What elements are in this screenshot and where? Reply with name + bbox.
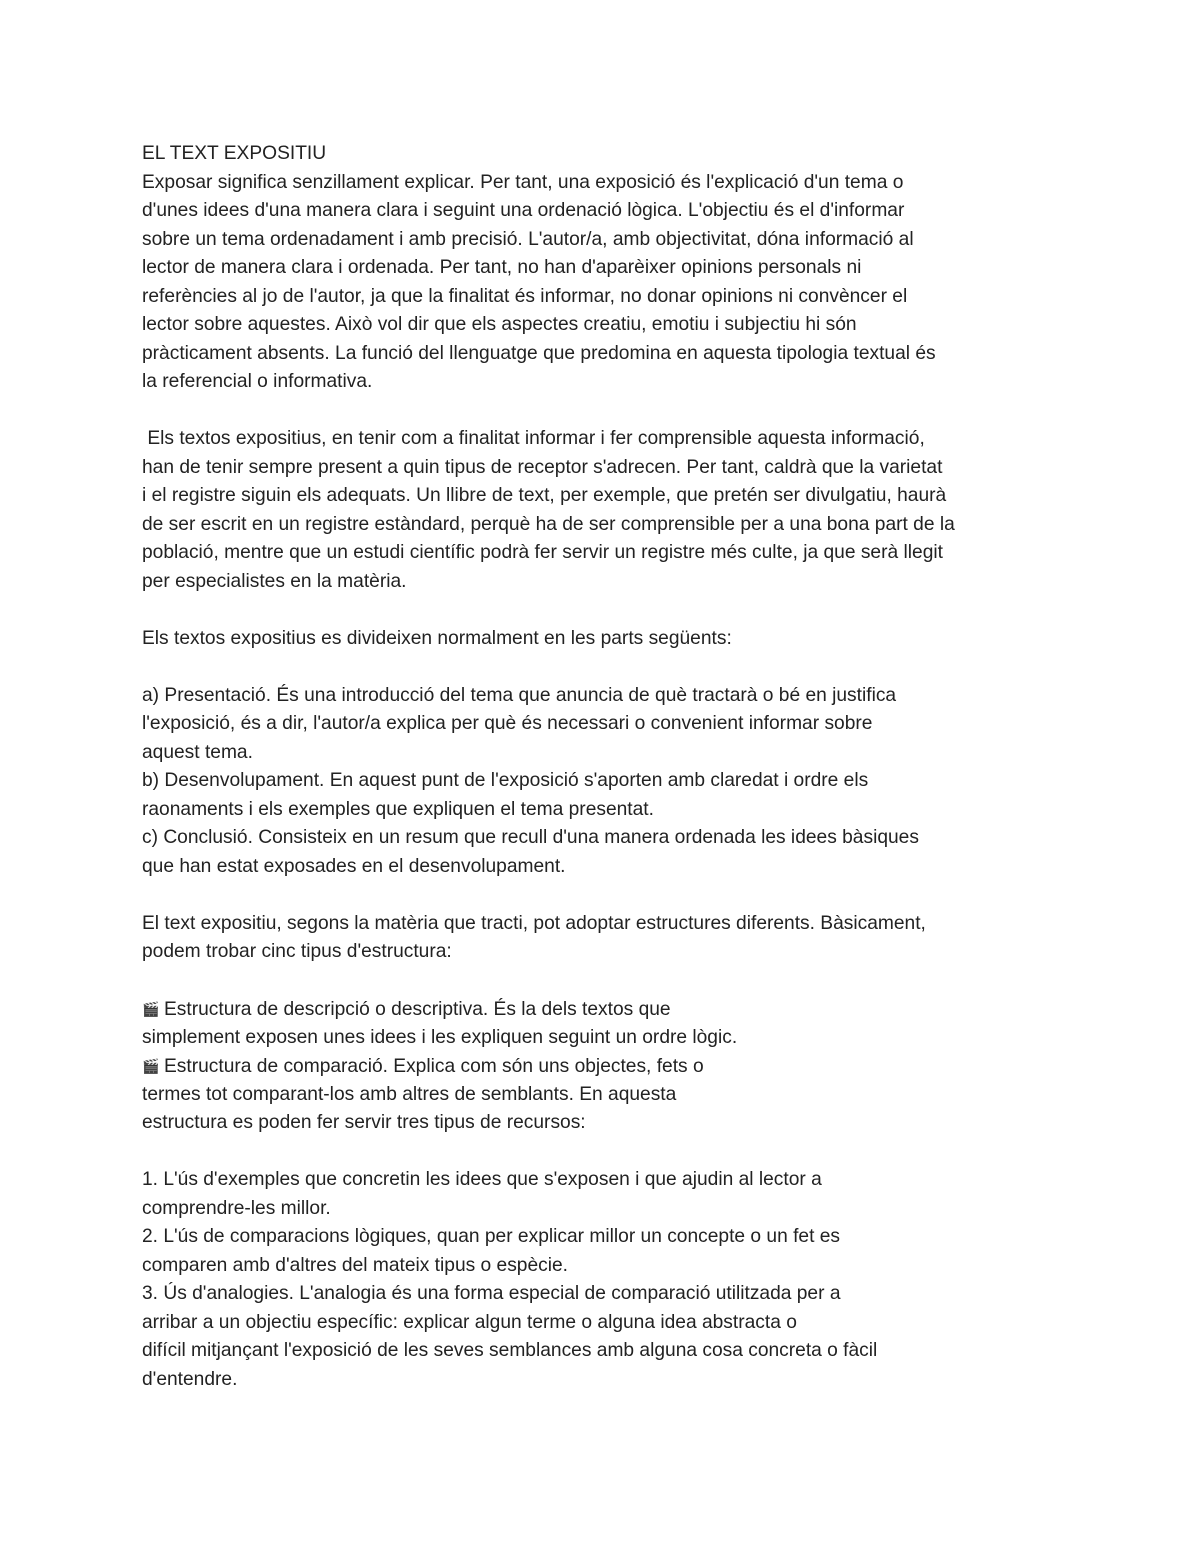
blank-line (142, 653, 1082, 682)
structure-item-label: Estructura de comparació. Explica com són uns objectes, fets o (164, 1056, 704, 1077)
blank-line (142, 397, 1082, 426)
list-item: c) Conclusió. Consisteix en un resum que recull d'una manera ordenada les idees bàsiques (142, 827, 919, 848)
paragraph-line: i el registre siguin els adequats. Un llibre de text, per exemple, que pretén ser divulgatiu, haurà (142, 485, 947, 506)
document-body (142, 140, 1082, 1394)
paragraph-line: pràcticament absents. La funció del llenguatge que predomina en aquesta tipologia textual és (142, 342, 936, 364)
list-item: a) Presentació. És una introducció del tema que anuncia de què tractarà o bé en justifica (142, 684, 897, 706)
paragraph-line: sobre un tema ordenadament i amb precisió. L'autor/a, amb objectivitat, dóna informació al (142, 228, 914, 250)
structure-item (142, 1052, 1082, 1081)
list-item: que han estat exposades en el desenvolupament. (142, 855, 566, 877)
list-item: 2. L'ús de comparacions lògiques, quan per explicar millor un concepte o un fet es (142, 1226, 841, 1247)
list-item: aquest tema. (142, 741, 253, 763)
paragraph-line: han de tenir sempre present a quin tipus de receptor s'adrecen. Per tant, caldrà que la varietat (142, 456, 943, 478)
paragraph-line: podem trobar cinc tipus d'estructura: (142, 941, 452, 962)
list-item: comprendre-les millor. (142, 1197, 331, 1219)
blank-line (142, 881, 1082, 910)
paragraph-line: per especialistes en la matèria. (142, 570, 407, 592)
structure-item-text: estructura es poden fer servir tres tipus de recursos: (142, 1112, 586, 1133)
paragraph-line: El text expositiu, segons la matèria que tracti, pot adoptar estructures diferents. Bàsicament, (142, 912, 926, 934)
list-item: difícil mitjançant l'exposició de les seves semblances amb alguna cosa concreta o fàcil (142, 1340, 878, 1361)
list-item: raonaments i els exemples que expliquen el tema presentat. (142, 798, 654, 820)
list-item: comparen amb d'altres del mateix tipus o espècie. (142, 1254, 569, 1276)
paragraph-line: de ser escrit en un registre estàndard, perquè ha de ser comprensible per a una bona part de la (142, 513, 955, 535)
paragraph-line: d'unes idees d'una manera clara i seguint una ordenació lògica. L'objectiu és el d'informar (142, 200, 905, 221)
list-item: d'entendre. (142, 1368, 238, 1390)
structure-item-text: simplement exposen unes idees i les expliquen seguint un ordre lògic. (142, 1026, 738, 1048)
list-item: 1. L'ús d'exemples que concretin les idees que s'exposen i que ajudin al lector a (142, 1169, 822, 1190)
structure-item-label: Estructura de descripció o descriptiva. És la dels textos que (164, 999, 671, 1020)
paragraph-line: la referencial o informativa. (142, 371, 373, 392)
paragraph-line: Els textos expositius es divideixen normalment en les parts següents: (142, 627, 732, 649)
paragraph-line: Exposar significa senzillament explicar. Per tant, una exposició és l'explicació d'un tema o (142, 171, 904, 193)
paragraph-line: població, mentre que un estudi científic podrà fer servir un registre més culte, ja que serà llegit (142, 542, 943, 563)
paragraph-line: lector sobre aquestes. Això vol dir que els aspectes creatiu, emotiu i subjectiu hi són (142, 314, 857, 335)
paragraph-line: lector de manera clara i ordenada. Per tant, no han d'aparèixer opinions personals ni (142, 257, 862, 278)
paragraph-line: referències al jo de l'autor, ja que la finalitat és informar, no donar opinions ni convèncer el (142, 285, 908, 307)
list-item: b) Desenvolupament. En aquest punt de l'exposició s'aporten amb claredat i ordre els (142, 770, 869, 791)
list-item: 3. Ús d'analogies. L'analogia és una forma especial de comparació utilitzada per a (142, 1283, 841, 1304)
clapperboard-icon: 🎬 (142, 1001, 160, 1017)
list-item: arribar a un objectiu específic: explicar algun terme o alguna idea abstracta o (142, 1311, 797, 1333)
blank-line (142, 967, 1082, 996)
list-item: l'exposició, és a dir, l'autor/a explica per què és necessari o convenient informar sobre (142, 713, 873, 734)
blank-line (142, 1138, 1082, 1167)
clapperboard-icon: 🎬 (142, 1058, 160, 1074)
paragraph-line: Els textos expositius, en tenir com a finalitat informar i fer comprensible aquesta informació, (142, 428, 925, 449)
structure-item-text: termes tot comparant-los amb altres de semblants. En aquesta (142, 1083, 677, 1105)
structure-item (142, 995, 1082, 1024)
blank-line (142, 596, 1082, 625)
document-title: EL TEXT EXPOSITIU (142, 143, 327, 164)
